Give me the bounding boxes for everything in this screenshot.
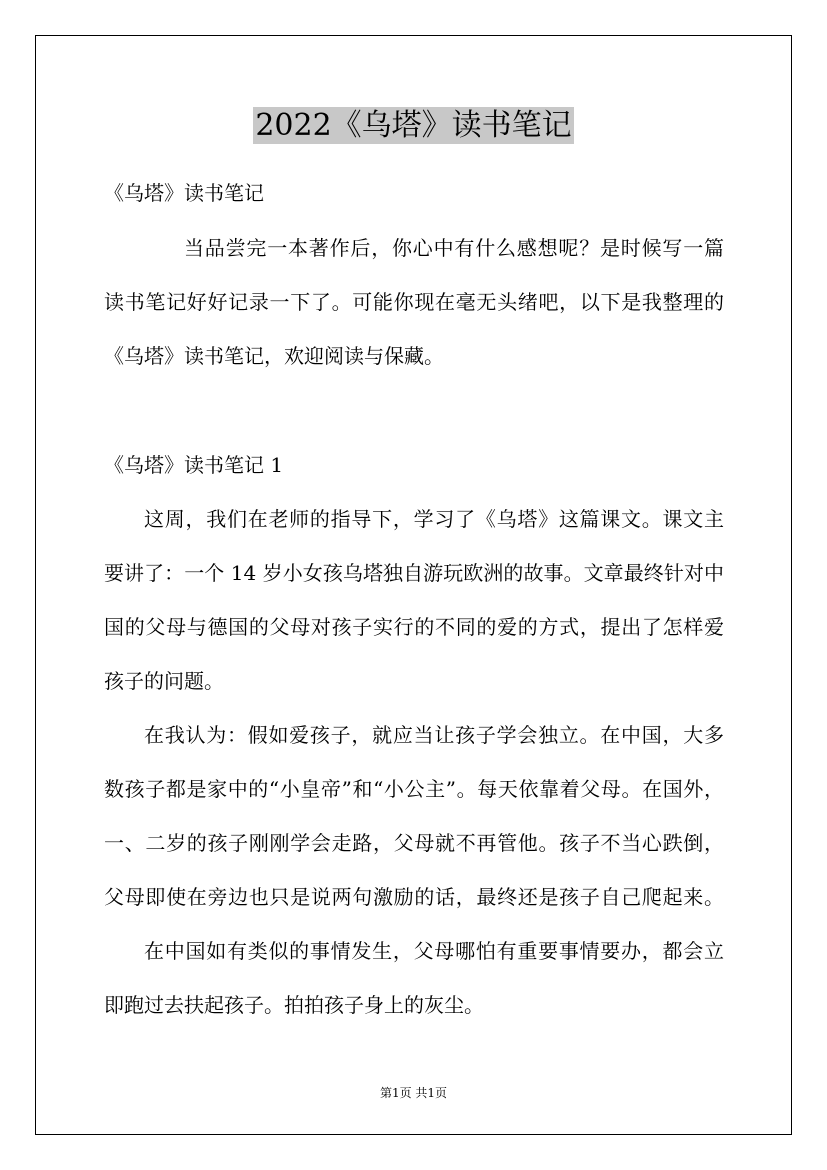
intro-line-1: 当品尝完一本著作后，你心中有什么感想呢？是时候写一篇 (184, 236, 724, 260)
intro-line-3: 《乌塔》读书笔记，欢迎阅读与保藏。 (104, 344, 444, 368)
para1-line-3: 国的父母与德国的父母对孩子实行的不同的爱的方式，提出了怎样爱 (104, 615, 724, 639)
para2-line-3: 一、二岁的孩子刚刚学会走路，父母就不再管他。孩子不当心跌倒， (104, 831, 724, 855)
para1-line-2: 要讲了：一个 14 岁小女孩乌塔独自游玩欧洲的故事。文章最终针对中 (104, 561, 724, 585)
document-title (0, 100, 827, 144)
para2-line-2: 数孩子都是家中的“小皇帝”和“小公主”。每天依靠着父母。在国外， (104, 777, 724, 801)
para2-line-1: 在我认为：假如爱孩子，就应当让孩子学会独立。在中国，大多 (144, 723, 724, 747)
para2-line-4: 父母即使在旁边也只是说两句激励的话，最终还是孩子自己爬起来。 (104, 885, 724, 909)
para3-line-1: 在中国如有类似的事情发生，父母哪怕有重要事情要办，都会立 (144, 939, 724, 963)
para3-line-2: 即跑过去扶起孩子。拍拍孩子身上的灰尘。 (104, 993, 484, 1017)
intro-line-2: 读书笔记好好记录一下了。可能你现在毫无头绪吧，以下是我整理的 (104, 290, 724, 314)
para1-line-1: 这周，我们在老师的指导下，学习了《乌塔》这篇课文。课文主 (144, 507, 724, 531)
heading: 《乌塔》读书笔记 (104, 181, 264, 205)
section-heading: 《乌塔》读书笔记 1 (104, 453, 284, 477)
page-footer: 第1页 共1页 (379, 1086, 448, 1100)
title-text: 2022《乌塔》读书笔记 (255, 108, 572, 143)
para1-line-4: 孩子的问题。 (104, 669, 224, 693)
